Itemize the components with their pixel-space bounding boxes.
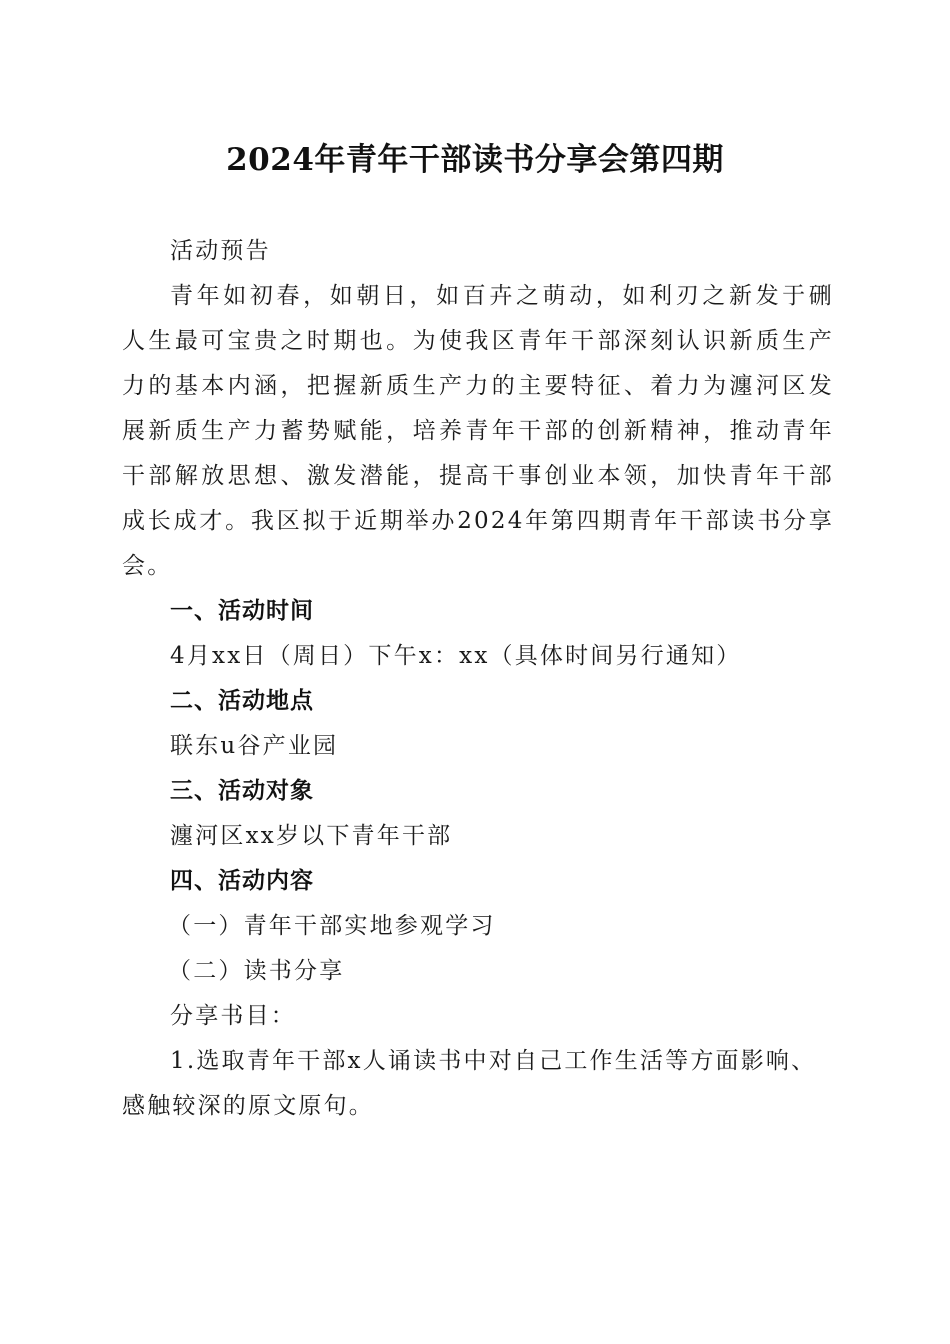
intro-line: 干部解放思想、激发潜能，提高干事创业本领，加快青年干部 bbox=[122, 463, 834, 489]
section-heading-content: 四、活动内容 bbox=[170, 868, 314, 894]
intro-line: 人生最可宝贵之时期也。为使我区青年干部深刻认识新质生产 bbox=[122, 328, 834, 354]
content-item-visit: （一）青年干部实地参观学习 bbox=[168, 913, 496, 939]
document-title: 2024年青年干部读书分享会第四期 bbox=[226, 142, 724, 178]
book-list-label: 分享书目： bbox=[170, 1003, 296, 1029]
section-value-place: 联东u谷产业园 bbox=[170, 733, 339, 759]
intro-paragraph bbox=[122, 274, 834, 589]
section-heading-target: 三、活动对象 bbox=[170, 778, 314, 804]
book-list-item bbox=[122, 1039, 834, 1129]
section-heading-time: 一、活动时间 bbox=[170, 598, 314, 624]
section-heading-place: 二、活动地点 bbox=[170, 688, 314, 714]
section-value-time: 4月xx日（周日）下午x：xx（具体时间另行通知） bbox=[170, 643, 742, 669]
content-item-reading: （二）读书分享 bbox=[168, 958, 345, 984]
book-list-item-line: 1.选取青年干部x人诵读书中对自己工作生活等方面影响、 bbox=[170, 1048, 817, 1074]
section-value-target: 瀍河区xx岁以下青年干部 bbox=[170, 823, 453, 849]
book-list-item-line: 感触较深的原文原句。 bbox=[122, 1093, 374, 1119]
intro-line: 力的基本内涵，把握新质生产力的主要特征、着力为瀍河区发 bbox=[122, 373, 834, 399]
document-body bbox=[122, 229, 834, 1129]
intro-line: 青年如初春，如朝日，如百卉之萌动，如利刃之新发于硎 bbox=[170, 283, 834, 309]
intro-line: 会。 bbox=[122, 553, 173, 579]
intro-line: 展新质生产力蓄势赋能，培养青年干部的创新精神，推动青年 bbox=[122, 418, 834, 444]
notice-label: 活动预告 bbox=[170, 238, 271, 264]
intro-line: 成长成才。我区拟于近期举办2024年第四期青年干部读书分享 bbox=[122, 508, 834, 534]
